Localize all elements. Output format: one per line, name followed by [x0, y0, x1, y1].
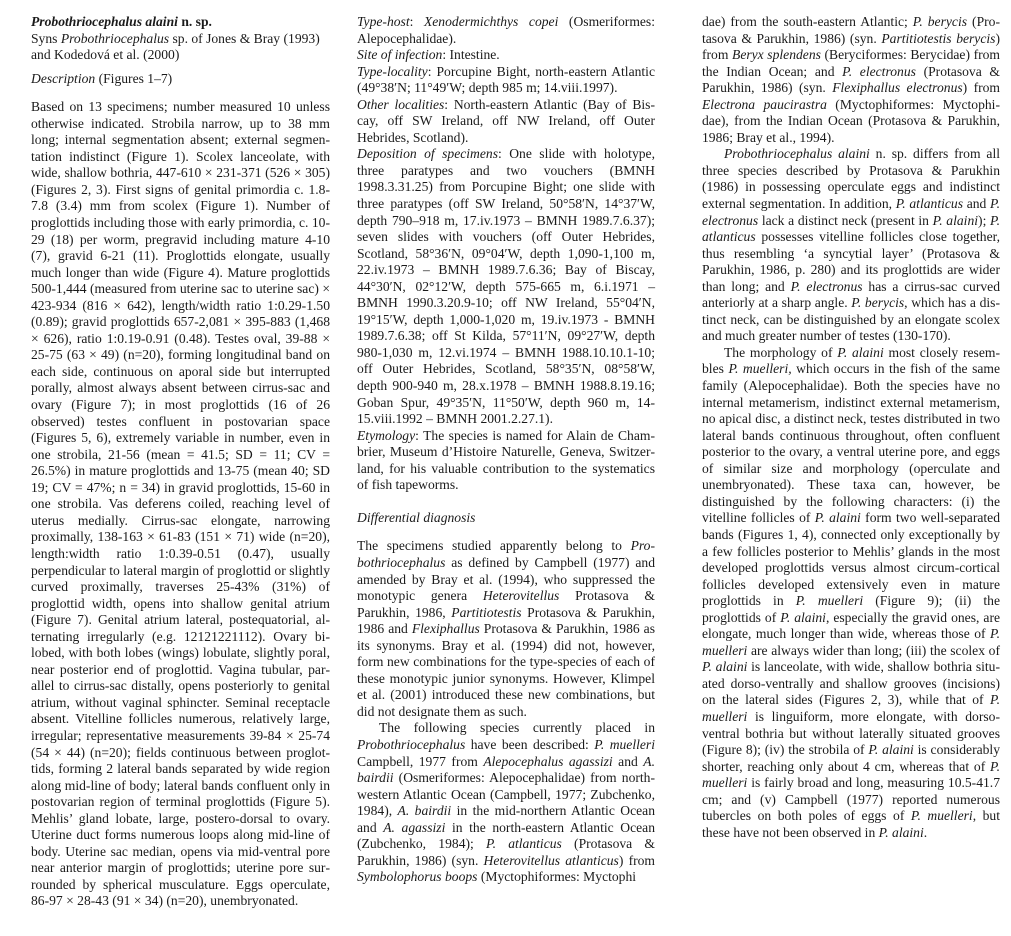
etymology-entry: Etymology: The species is named for Alain de Chambrier, Museum d’Histoire Naturelle, Geneva, Switzerland, for his valuable contribution to the systematics of fish tapeworms.	[357, 427, 655, 493]
column-middle	[357, 14, 655, 886]
column-left	[31, 14, 330, 910]
deposition-entry: Deposition of specimens: One slide with holotype, three paratypes and two vouchers (BMNH 1998.3.31.25) from Porcupine Bight; one slide with three paratypes (off SW Ireland, 50°58′N, 14°37′W, depth 790–918 m, 17.iv.1973 – BMNH 1989.7.6.37); seven slides with vouchers (off Outer Hebrides, Scotland, 58°36′N, 09°04′W, depth 1,090-1,100 m, 22.iv.1973 – BMNH 1989.7.6.36; Bay of Biscay, 44°30′N, 02°12′W, depth 575-665 m, 6.i.1971 – BMNH 1990.3.20.9-10; off NW Ireland, 55°04′N, 19°15′W, depth 1,000-1,020 m, 19.iv.1973 - BMNH 1989.7.6.38; off St Kilda, 57°11′N, 09°27′W, depth 980-1,030 m, 12.vi.1974 – BMNH 1988.10.10.1-10; off Outer Hebrides, Scotland, 58°35′N, 08°58′W, depth 900-940 m, 28.x.1978 – BMNH 1988.8.19.16; Goban Spur, 49°35′N, 11°50′W, depth 960 m, 14-15.viii.1992 – BMNH 2001.2.27.1).	[357, 146, 655, 427]
type-host-entry: Type-host: Xenodermichthys copei (Osmeriformes: Alepocephalidae).	[357, 14, 655, 46]
diagnosis-paragraph-1: The specimens studied apparently belong to Probothriocephalus as defined by Campbell (1977) and amended by Bray et al. (1994), who suppressed the monotypic genera Heterovitellus Protasova & Parukhin, 1986, Partitiotestis Protasova & Parukhin, 1986 and Flexiphallus Protasova & Parukhin, 1986 as its synonyms. Bray et al. (1994) did not, however, form new combinations for the type-species of each of these monotypic junior synonyms. However, Klimpel et al. (2001) introduced these new combinations, but did not designate them as such.	[357, 538, 655, 719]
diagnosis-paragraph-3: Probothriocephalus alaini n. sp. differs from all three species described by Protasova & Parukhin (1986) in possessing operculate eggs and indistinct external segmentation. In addition, P. atlanticus and P. electronus lack a distinct neck (present in P. alaini); P. atlanticus possesses vitelline follicles close together, thus resembling ‘a syncytial layer’ (Protasova & Parukhin, 1986, p. 280) and its proglottids are wider than long; and P. electronus has a cirrus-sac curved anteriorly at a sharp angle. P. berycis, which has a distinct neck, can be distinguished by an elongate scolex and much greater number of testes (130-170).	[702, 146, 1001, 344]
diagnosis-paragraph-4: The morphology of P. alaini most closely resembles P. muelleri, which occurs in the fish of the same family (Alepocephalidae). Both the species have no internal metamerism, indistinct external metamerism, no apical disc, a distinct neck, testes distributed in two lateral bands continuous throughout, often confluent posterior to the ovary, a ventral uterine pore, and eggs of similar size and morphology (operculate and unembryonated). These taxa can, however, be distinguished by the following characters: (i) the vitelline follicles of P. alaini form two well-separated bands (Figures 1, 4), connected only exceptionally by a few follicles posterior to Mehlis’ glands in the most developed proglottids versus almost circum-cortical follicles developed extensively even in mature proglottids in P. muelleri (Figure 9); (ii) the proglottids of P. alaini, especially the gravid ones, are elongate, much longer than wide, whereas those of P. muelleri are always wider than long; (iii) the scolex of P. alaini is lanceolate, with wide, shallow bothria situated dorso-ventrally and shallow grooves (incisions) on the lateral sides (Figures 2, 3), while that of P. muelleri is linguiform, more elongate, with dorsoventral bothria but without laterally situated grooves (Figure 8); (iv) the strobila of P. alaini is considerably shorter, reaching only about 4 cm, whereas that of P. muelleri is fairly broad and long, measuring 10.5-41.7 cm; and (v) Campbell (1977) reported numerous tubercles on both poles of eggs of P. muelleri, but these have not been observed in P. alaini.	[702, 344, 1001, 840]
synonyms-line: Syns Probothriocephalus sp. of Jones & Bray (1993) and Kodedová et al. (2000)	[31, 30, 320, 63]
diagnosis-paragraph-2-continued: dae) from the south-eastern Atlantic; P. berycis (Protasova & Parukhin, 1986) (syn. Partitiotestis berycis) from Beryx splendens (Beryciformes: Berycidae) from the Indian Ocean; and P. electronus (Protasova & Parukhin, 1986) (syn. Flexiphallus electronus) from Electrona paucirastra (Myctophiformes: Myctophidae), from the Indian Ocean (Protasova & Parukhin, 1986; Bray et al., 1994).	[702, 14, 1000, 145]
column-right	[702, 14, 1000, 841]
species-title: Probothriocephalus alaini n. sp.	[31, 14, 212, 29]
other-localities-entry: Other localities: North-eastern Atlantic (Bay of Biscay, off SW Ireland, off NW Ireland, off Outer Hebrides, Scotland).	[357, 96, 655, 145]
description-heading: Description (Figures 1–7)	[31, 70, 173, 86]
diagnosis-paragraph-2: The following species currently placed in Probothriocephalus have been described: P. muelleri Campbell, 1977 from Alepocephalus agassizi and A. bairdii (Osmeriformes: Alepocephalidae) from north-western Atlantic Ocean (Campbell, 1977; Zubchenko, 1984), A. bairdii in the mid-northern Atlantic Ocean and A. agassizi in the north-eastern Atlantic Ocean (Zubchenko, 1984); P. atlanticus (Protasova & Parukhin, 1986) (syn. Heterovitellus atlanticus) from Symbolophorus boops (Myctophiformes: Myctophi	[357, 720, 656, 885]
type-locality-entry: Type-locality: Porcupine Bight, north-eastern Atlantic (49°38′N; 11°49′W; depth 985 m; 14.viii.1997).	[357, 63, 655, 96]
site-of-infection-entry: Site of infection: Intestine.	[357, 47, 500, 63]
description-paragraph: Based on 13 specimens; number measured 10 unless otherwise indicated. Strobila narrow, up to 38 mm long; internal segmentation absent; external segmentation indistinct (Figure 1). Scolex lanceolate, with wide, shallow bothria, 447-610 × 231-371 (526 × 305) (Figures 2, 3). First signs of genital primordia c. 1.8-7.8 (3.4) mm from scolex (Figure 1). Number of proglottids including those with early primordia, c. 10-29 (18) per worm, pregravid including mature 4-10 (7), gravid 6-21 (11). Proglottids elongate, usually much longer than wide (Figure 4). Mature proglottids 500-1,444 (measured from uterine sac to uterine sac) × 423-934 (816 × 642), length/width ratio 1:0.29-1.50 (0.89); gravid proglottids 657-2,081 × 395-883 (1,468 × 626), ratio 1:0.19-0.91 (0.48). Testes oval, 39-88 × 25-75 (63 × 49) (n=20), forming longitudinal band on each side, continuous on aporal side but interrupted porally, almost always absent between cirrus-sac and ovary (Figure 7); in most proglottids (16 of 26 observed) testes confluent in postovarian space (Figures 5, 6), extremely variable in number, even in one strobila, 21-56 (mean = 41.5; SD = 11; CV = 26.5%) in mature proglottids and 13-75 (mean 40; SD 19; CV = 47%; n = 34) in gravid proglottids, 15-60 in one strobila. Vas deferens coiled, reaching level of uterus medially. Cirrus-sac elongate, narrowing proximally, 138-163 × 61-83 (151 × 71) wide (n=20), length:width ratio 1:0.39-0.51 (0.47), usually perpendicular to lateral margin of proglottid or slightly curved proximally, traverses 25-43% (31%) of proglottid width, opens into shallow genital atrium (Figure 7). Genital atrium lateral, postequatorial, alternating irregularly (e.g. 12121221112). Ovary bilobed, with both lobes (wings) lobulate, slightly poral, near posterior end of proglottid. Vagina tubular, parallel to cirrus-sac distally, opens posteriorly to genital atrium, without vaginal sphincter. Seminal receptacle absent. Vitelline follicles numerous, relatively large, irregular; representative measurements 39-84 × 25-74 (54 × 44) (n=20); fields continuous between proglottids, forming 2 lateral bands separated by wide region along mid-line of body; lateral bands confluent only in postovarian region of terminal proglottids (Figure 5). Mehlis’ gland lobate, large, postero-dorsal to ovary. Uterine duct forms numerous loops along mid-line of body. Uterine sac median, opens via mid-ventral pore near anterior margin of proglottids; uterine pore surrounded by spherical musculature. Eggs operculate, 86-97 × 28-43 (91 × 34) (n=20), unembryonated.	[31, 99, 330, 909]
differential-diagnosis-heading: Differential diagnosis	[357, 509, 476, 525]
